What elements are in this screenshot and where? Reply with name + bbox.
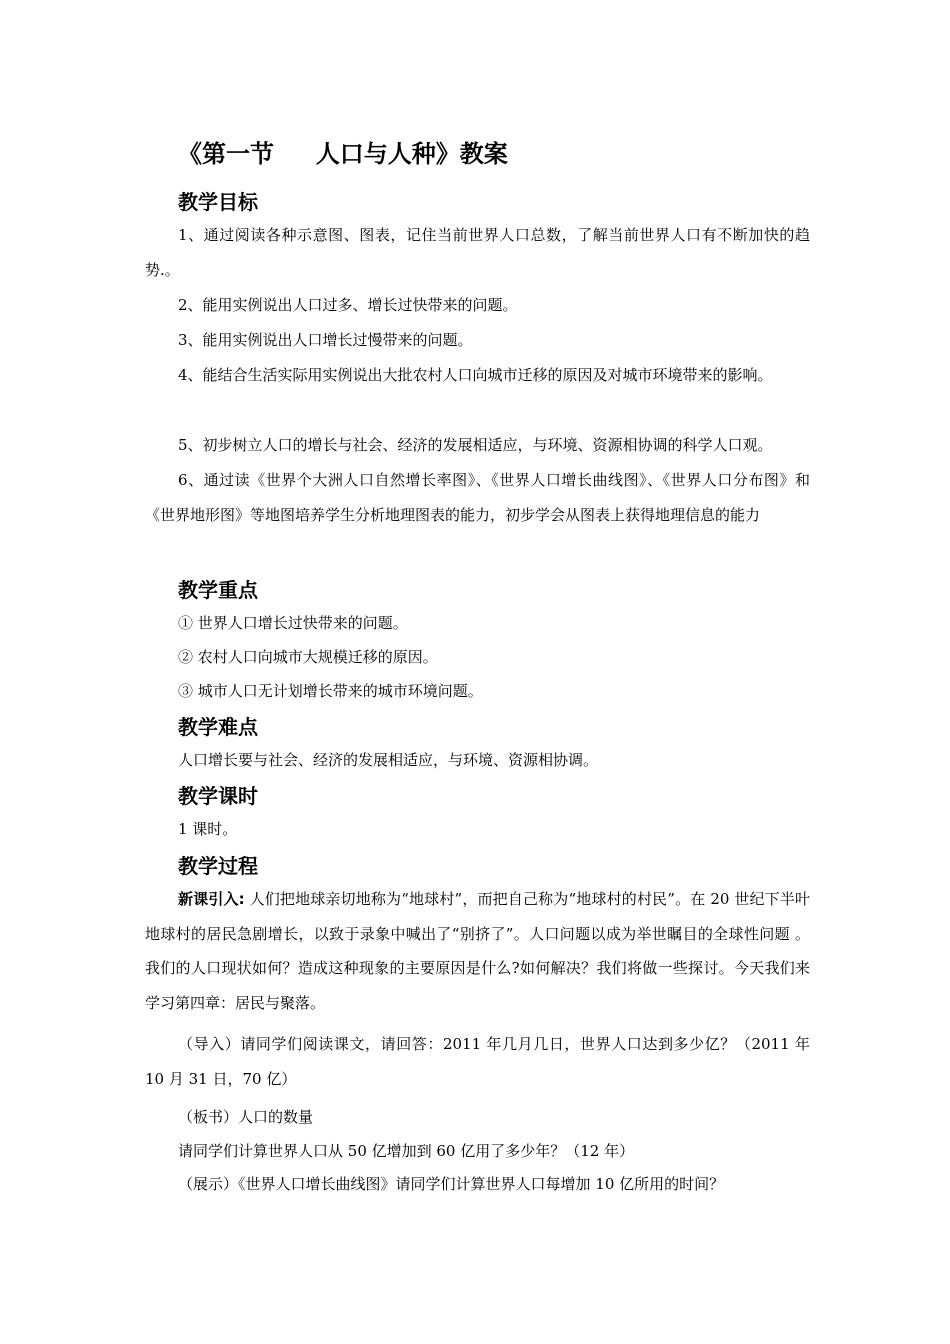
goal-3: 3、能用实例说出人口增长过慢带来的问题。 [178, 331, 473, 349]
intro-lead: 新课引入: [178, 890, 245, 908]
document-title: 《第一节 人口与人种》教案 [178, 140, 508, 168]
key-point-3: ③ 城市人口无计划增长带来的城市环境问题。 [178, 682, 483, 700]
heading-goals: 教学目标 [178, 190, 258, 214]
hours-text: 1 课时。 [178, 820, 238, 838]
key-point-1: ① 世界人口增长过快带来的问题。 [178, 614, 408, 632]
process-para-2: （板书）人口的数量 [178, 1108, 314, 1126]
intro-text: 人们把地球亲切地称为“地球村”，而把自己称为“地球村的村民”。在 20 世纪下半叶地球村的居民急剧增长，以致于录象中喊出了“别挤了”。人口问题以成为举世瞩目的全球性问题 。我们的人口现状如何？造成这种现象的主要原因是什么?如何解决？我们将做一些探讨。今天我们来学习第四章：居民与聚落。 [145, 890, 811, 1012]
goal-5: 5、初步树立人口的增长与社会、经济的发展相适应，与环境、资源相协调的科学人口观。 [178, 436, 773, 454]
process-para-3: 请同学们计算世界人口从 50 亿增加到 60 亿用了多少年？（12 年） [178, 1142, 635, 1160]
goal-1: 1、通过阅读各种示意图、图表，记住当前世界人口总数，了解当前世界人口有不断加快的趋势.。 [145, 226, 810, 279]
heading-process: 教学过程 [178, 854, 258, 878]
heading-key-points: 教学重点 [178, 578, 258, 602]
process-para-4: （展示）《世界人口增长曲线图》请同学们计算世界人口每增加 10 亿所用的时间？ [178, 1175, 725, 1193]
difficulty-text: 人口增长要与社会、经济的发展相适应，与环境、资源相协调。 [178, 751, 599, 769]
intro-paragraph [145, 882, 810, 1020]
process-para-1: （导入）请同学们阅读课文，请回答：2011 年几月几日，世界人口达到多少亿？（2011 年 10 月 31 日，70 亿） [145, 1035, 810, 1088]
heading-difficulty: 教学难点 [178, 715, 258, 739]
goal-6: 6、通过读《世界个大洲人口自然增长率图》、《世界人口增长曲线图》、《世界人口分布图》和《世界地形图》等地图培养学生分析地理图表的能力，初步学会从图表上获得地理信息的能力 [145, 471, 810, 524]
heading-hours: 教学课时 [178, 784, 258, 808]
goal-2: 2、能用实例说出人口过多、增长过快带来的问题。 [178, 296, 518, 314]
goal-4: 4、能结合生活实际用实例说出大批农村人口向城市迁移的原因及对城市环境带来的影响。 [178, 366, 773, 384]
key-point-2: ② 农村人口向城市大规模迁移的原因。 [178, 648, 438, 666]
